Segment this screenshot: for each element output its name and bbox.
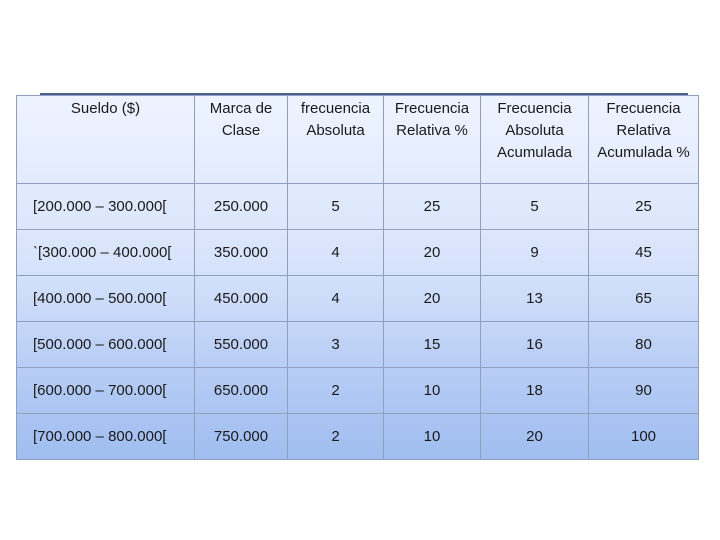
table-row xyxy=(17,230,699,276)
cell-frecuencia-relativa-acumulada: 100 xyxy=(589,414,699,460)
cell-frecuencia-absoluta: 2 xyxy=(288,368,384,414)
cell-frecuencia-relativa: 10 xyxy=(384,414,481,460)
table-row xyxy=(17,414,699,460)
cell-frecuencia-relativa: 15 xyxy=(384,322,481,368)
cell-frecuencia-absoluta-acumulada: 9 xyxy=(481,230,589,276)
header-sueldo: Sueldo ($) xyxy=(17,96,195,184)
cell-sueldo: [400.000 – 500.000[ xyxy=(17,276,195,322)
cell-marca-de-clase: 650.000 xyxy=(195,368,288,414)
cell-marca-de-clase: 250.000 xyxy=(195,184,288,230)
cell-frecuencia-absoluta-acumulada: 20 xyxy=(481,414,589,460)
cell-sueldo: [700.000 – 800.000[ xyxy=(17,414,195,460)
cell-frecuencia-relativa-acumulada: 45 xyxy=(589,230,699,276)
cell-sueldo: [600.000 – 700.000[ xyxy=(17,368,195,414)
cell-sueldo: [200.000 – 300.000[ xyxy=(17,184,195,230)
cell-frecuencia-relativa: 10 xyxy=(384,368,481,414)
header-frecuencia-relativa: Frecuencia Relativa % xyxy=(384,96,481,184)
cell-frecuencia-absoluta-acumulada: 13 xyxy=(481,276,589,322)
cell-frecuencia-relativa-acumulada: 80 xyxy=(589,322,699,368)
cell-marca-de-clase: 350.000 xyxy=(195,230,288,276)
cell-frecuencia-absoluta-acumulada: 18 xyxy=(481,368,589,414)
frequency-table xyxy=(16,95,699,460)
header-frecuencia-relativa-acumulada: Frecuencia Relativa Acumulada % xyxy=(589,96,699,184)
table-row xyxy=(17,184,699,230)
header-row xyxy=(17,96,699,184)
table-row xyxy=(17,276,699,322)
cell-marca-de-clase: 750.000 xyxy=(195,414,288,460)
cell-frecuencia-relativa-acumulada: 25 xyxy=(589,184,699,230)
cell-frecuencia-absoluta: 2 xyxy=(288,414,384,460)
cell-marca-de-clase: 450.000 xyxy=(195,276,288,322)
cell-frecuencia-relativa: 20 xyxy=(384,230,481,276)
cell-marca-de-clase: 550.000 xyxy=(195,322,288,368)
header-frecuencia-absoluta-acumulada: Frecuencia Absoluta Acumulada xyxy=(481,96,589,184)
cell-frecuencia-absoluta-acumulada: 5 xyxy=(481,184,589,230)
cell-frecuencia-absoluta: 3 xyxy=(288,322,384,368)
cell-frecuencia-absoluta: 4 xyxy=(288,230,384,276)
table-row xyxy=(17,368,699,414)
cell-frecuencia-relativa: 25 xyxy=(384,184,481,230)
cell-frecuencia-absoluta: 4 xyxy=(288,276,384,322)
cell-sueldo: [500.000 – 600.000[ xyxy=(17,322,195,368)
header-marca-de-clase: Marca de Clase xyxy=(195,96,288,184)
cell-frecuencia-absoluta: 5 xyxy=(288,184,384,230)
cell-frecuencia-absoluta-acumulada: 16 xyxy=(481,322,589,368)
header-frecuencia-absoluta: frecuencia Absoluta xyxy=(288,96,384,184)
cell-frecuencia-relativa-acumulada: 90 xyxy=(589,368,699,414)
cell-sueldo: `[300.000 – 400.000[ xyxy=(17,230,195,276)
cell-frecuencia-relativa: 20 xyxy=(384,276,481,322)
table-row xyxy=(17,322,699,368)
cell-frecuencia-relativa-acumulada: 65 xyxy=(589,276,699,322)
